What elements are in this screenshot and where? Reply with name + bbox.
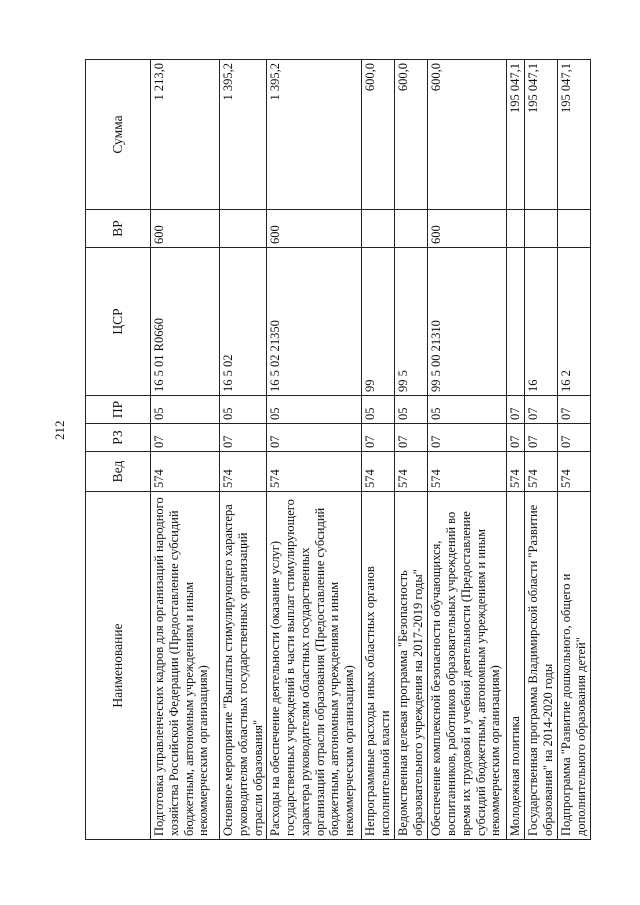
cell-rz: 07 <box>525 424 558 452</box>
table-row <box>558 60 591 840</box>
cell-vr <box>362 210 395 248</box>
cell-name: Молодежная политика <box>507 492 525 840</box>
cell-name: Подпрограмма "Развитие дошкольного, общего и дополнительного образования детей" <box>558 492 591 840</box>
cell-pr: 07 <box>558 396 591 424</box>
header-vr: ВР <box>86 210 151 248</box>
cell-sum: 195 047,1 <box>525 60 558 210</box>
cell-pr: 05 <box>428 396 507 424</box>
cell-ved: 574 <box>267 452 362 492</box>
cell-sum: 195 047,1 <box>558 60 591 210</box>
cell-sum: 1 395,2 <box>267 60 362 210</box>
cell-csr: 16 5 02 <box>220 248 267 396</box>
cell-vr <box>558 210 591 248</box>
table-row <box>151 60 220 840</box>
cell-name: Ведомственная целевая программа "Безопасность образовательного учреждения на 2017-2019 годы" <box>395 492 428 840</box>
cell-vr: 600 <box>267 210 362 248</box>
cell-rz: 07 <box>428 424 507 452</box>
cell-pr: 05 <box>151 396 220 424</box>
cell-rz: 07 <box>507 424 525 452</box>
cell-csr: 16 5 02 21350 <box>267 248 362 396</box>
cell-sum: 600,0 <box>362 60 395 210</box>
table-row <box>362 60 395 840</box>
cell-ved: 574 <box>428 452 507 492</box>
cell-ved: 574 <box>525 452 558 492</box>
cell-ved: 574 <box>558 452 591 492</box>
cell-vr <box>395 210 428 248</box>
cell-csr: 16 <box>525 248 558 396</box>
cell-sum: 600,0 <box>395 60 428 210</box>
cell-rz: 07 <box>362 424 395 452</box>
cell-csr: 99 <box>362 248 395 396</box>
cell-pr: 07 <box>507 396 525 424</box>
header-sum: Сумма <box>86 60 151 210</box>
cell-sum: 1 213,0 <box>151 60 220 210</box>
table-row <box>525 60 558 840</box>
cell-pr: 05 <box>395 396 428 424</box>
cell-csr: 99 5 00 21310 <box>428 248 507 396</box>
cell-ved: 574 <box>151 452 220 492</box>
cell-vr <box>525 210 558 248</box>
cell-vr <box>507 210 525 248</box>
cell-pr: 07 <box>525 396 558 424</box>
cell-name: Государственная программа Владимирской области "Развитие образования" на 2014-2020 годы <box>525 492 558 840</box>
table-row <box>395 60 428 840</box>
cell-csr <box>507 248 525 396</box>
cell-pr: 05 <box>220 396 267 424</box>
cell-rz: 07 <box>151 424 220 452</box>
cell-name: Основное мероприятие "Выплаты стимулирующего характера руководителям областных государственных организаций отрасли образования" <box>220 492 267 840</box>
cell-pr: 05 <box>362 396 395 424</box>
cell-csr: 16 2 <box>558 248 591 396</box>
cell-rz: 07 <box>395 424 428 452</box>
cell-name: Непрограммные расходы иных областных органов исполнительной власти <box>362 492 395 840</box>
cell-pr: 05 <box>267 396 362 424</box>
table-row <box>267 60 362 840</box>
cell-sum: 195 047,1 <box>507 60 525 210</box>
cell-sum: 1 395,2 <box>220 60 267 210</box>
cell-ved: 574 <box>395 452 428 492</box>
cell-name: Расходы на обеспечение деятельности (оказание услуг) государственных учреждений в части выплат стимулирующего характера руководителям областных государственных организаций отрасли образования (Предоставление субсидий бюджетным, автономным учреждениям и иным некоммерческим организациям) <box>267 492 362 840</box>
table-row <box>507 60 525 840</box>
cell-ved: 574 <box>507 452 525 492</box>
budget-table <box>85 59 591 840</box>
cell-sum: 600,0 <box>428 60 507 210</box>
table-header-row <box>86 60 151 840</box>
cell-ved: 574 <box>362 452 395 492</box>
header-name: Наименование <box>86 492 151 840</box>
header-pr: ПР <box>86 396 151 424</box>
table-row <box>428 60 507 840</box>
cell-ved: 574 <box>220 452 267 492</box>
cell-name: Подготовка управленческих кадров для организаций народного хозяйства Российской Федерации (Предоставление субсидий бюджетным, автономным учреждениям и иным некоммерческим организациям) <box>151 492 220 840</box>
cell-name: Обеспечение комплексной безопасности обучающихся, воспитанников, работников образовательных учреждений во время их трудовой и учебной деятельности (Предоставление субсидий бюджетным, автономным учреждениям и иным некоммерческим организациям) <box>428 492 507 840</box>
page-number: 212 <box>52 420 67 440</box>
cell-vr: 600 <box>151 210 220 248</box>
budget-table-container <box>85 60 630 840</box>
header-ved: Вед <box>86 452 151 492</box>
cell-csr: 99 5 <box>395 248 428 396</box>
cell-rz: 07 <box>267 424 362 452</box>
cell-rz: 07 <box>558 424 591 452</box>
cell-rz: 07 <box>220 424 267 452</box>
header-csr: ЦСР <box>86 248 151 396</box>
cell-vr: 600 <box>428 210 507 248</box>
header-rz: РЗ <box>86 424 151 452</box>
table-row <box>220 60 267 840</box>
cell-vr <box>220 210 267 248</box>
cell-csr: 16 5 01 R0660 <box>151 248 220 396</box>
